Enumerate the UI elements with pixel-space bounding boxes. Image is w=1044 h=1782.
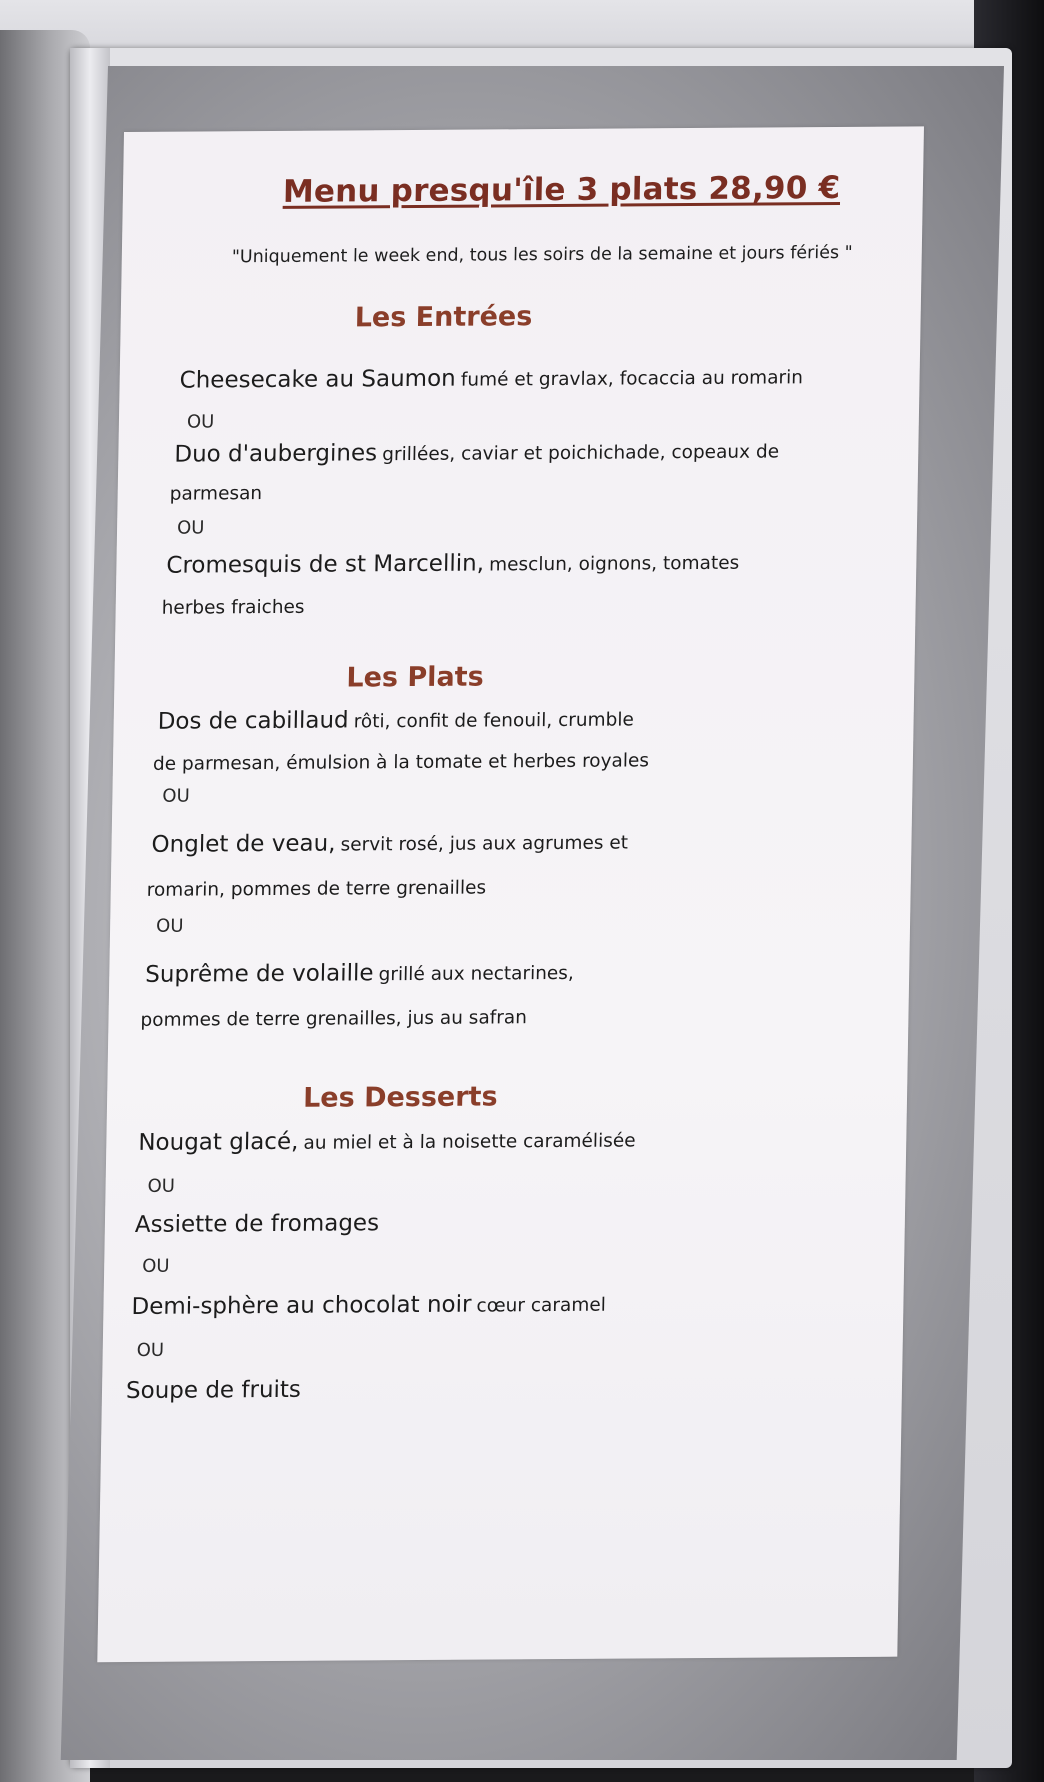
section-heading-entrees: Les Entrées (354, 301, 533, 334)
dish-description: grillé aux nectarines, (378, 962, 574, 986)
dish-entree-1 (179, 363, 803, 393)
dish-name: Cromesquis de st Marcellin, (166, 550, 485, 579)
dish-description: mesclun, oignons, tomates (488, 552, 740, 576)
dish-name: Cheesecake au Saumon (179, 365, 456, 394)
dish-description: fumé et gravlax, focaccia au romarin (460, 367, 804, 391)
dish-name: Demi-sphère au chocolat noir (131, 1291, 472, 1320)
separator-ou: OU (147, 1175, 176, 1197)
dish-plat-1 (157, 705, 634, 734)
dish-name: Onglet de veau, (151, 830, 336, 858)
separator-ou: OU (136, 1339, 165, 1361)
dish-description: servit rosé, jus aux agrumes et (340, 832, 629, 856)
dish-description: grillées, caviar et poichichade, copeaux de (382, 441, 780, 466)
dish-plat-3 (145, 959, 574, 988)
dish-plat-2 (151, 828, 628, 857)
dish-entree-2 (174, 437, 779, 467)
dish-name: Suprême de volaille (145, 960, 374, 988)
separator-ou: OU (142, 1255, 170, 1277)
dish-dessert-2 (135, 1210, 380, 1238)
dish-name: Nougat glacé, (138, 1128, 299, 1156)
dish-dessert-3 (131, 1291, 606, 1320)
dish-dessert-4 (126, 1377, 301, 1404)
dish-name: Soupe de fruits (125, 1376, 302, 1405)
dish-description-cont: herbes fraiches (161, 596, 305, 619)
separator-ou: OU (186, 411, 215, 433)
dish-description-cont: romarin, pommes de terre grenailles (146, 877, 487, 901)
dish-description-cont: pommes de terre grenailles, jus au safran (140, 1007, 528, 1031)
menu-subtitle: "Uniquement le week end, tous les soirs de la semaine et jours fériés " (231, 242, 853, 268)
dish-description: cœur caramel (476, 1294, 607, 1317)
menu-sheet (97, 126, 924, 1662)
dish-name: Dos de cabillaud (157, 707, 349, 735)
dish-description: au miel et à la noisette caramélisée (303, 1130, 636, 1154)
dish-dessert-1 (138, 1126, 636, 1155)
menu-title: Menu presqu'île 3 plats 28,90 € (282, 169, 841, 210)
section-heading-plats: Les Plats (346, 661, 484, 694)
separator-ou: OU (176, 517, 205, 539)
separator-ou: OU (155, 915, 184, 937)
separator-ou: OU (162, 785, 190, 807)
dish-name: Assiette de fromages (134, 1210, 380, 1238)
section-heading-desserts: Les Desserts (302, 1081, 498, 1114)
dish-entree-3 (166, 549, 739, 579)
dish-description-cont: parmesan (169, 483, 263, 505)
dish-description: rôti, confit de fenouil, crumble (353, 709, 635, 733)
dish-name: Duo d'aubergines (174, 440, 378, 468)
dish-description-cont: de parmesan, émulsion à la tomate et herbes royales (152, 750, 650, 775)
